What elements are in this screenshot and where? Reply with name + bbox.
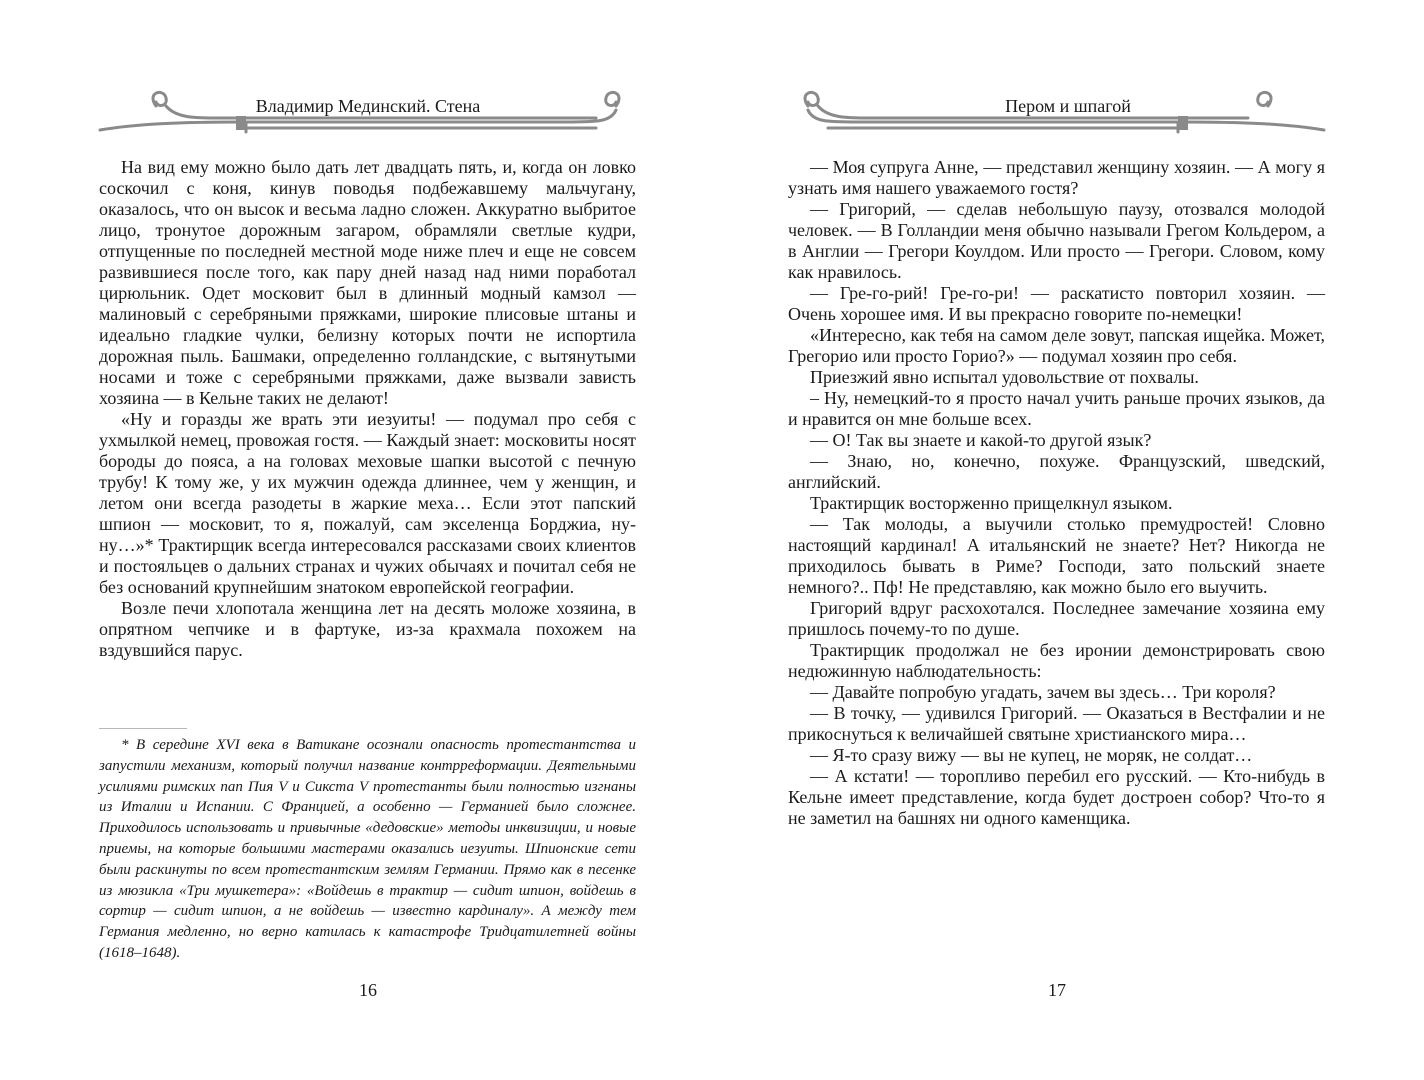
running-head: Владимир Мединский. Стена <box>255 96 481 116</box>
paragraph: На вид ему можно было дать лет двадцать пять, и, когда он ловко соскочил с коня, кинув поводья подбежавшему мальчугану, оказалось, что он высок и весьма ладно сложен. Аккуратно выбритое лицо, тронутое дорожным загаром, обрамляли светлые кудри, отпущенные по последней местной моде ниже плеч и еще не совсем развившиеся после того, как пару дней назад над ними поработал цирюльник. Одет московит был в длинный модный камзол — малиновый с серебряными пряжками, широкие плисовые штаны и идеально гладкие чулки, белизну которых почти не испортила дорожная пыль. Башмаки, определенно голландские, с вытянутыми носами и тоже с серебряными пряжками, даже вызвали зависть хозяина — в Кельне таких не делают! <box>99 157 636 408</box>
paragraph: — Так молоды, а выучили столько премудростей! Словно настоящий кардинал! А итальянский не знаете? Нет? Никогда не приходилось бывать в Риме? Господи, зато польский знаете немного?.. Пф! Не представляю, как можно было его выучить. <box>788 514 1325 597</box>
footnote-text: * В середине XVI века в Ватикане осознали опасность протестантства и запустили механизм, который получил название контрреформации. Деятельными усилиями римских пап Пия V и Сикста V протестанты были полностью изгнаны из Италии и Испании. С Францией, а особенно — Германией было сложнее. Приходилось использовать и привычные «дедовские» методы инквизиции, и новые приемы, на которые большими мастерами оказались иезуиты. Шпионские сети были раскинуты по всем протестантским землям Германии. Прямо как в песенке из мюзикла «Три мушкетера»: «Войдешь в трактир — сидит шпион, войдешь в сортир — сидит шпион, а не войдешь — известно кардиналу». А между тем Германия медленно, но верно катилась к катастрофе Тридцатилетней войны (1618–1648). <box>99 737 636 961</box>
page-number: 17 <box>1048 980 1066 1000</box>
paragraph: — А кстати! — торопливо перебил его русский. — Кто-нибудь в Кельне имеет представление, когда будет достроен собор? Что-то я не заметил на башнях ни одного каменщика. <box>788 766 1325 828</box>
paragraph: — О! Так вы знаете и какой-то другой язык? <box>810 430 1152 450</box>
paragraph: — Знаю, но, конечно, похуже. Французский, шведский, английский. <box>788 451 1325 492</box>
paragraph: — Моя супруга Анне, — представил женщину хозяин. — А могу я узнать имя нашего уважаемого гостя? <box>788 157 1325 198</box>
paragraph: «Ну и горазды же врать эти иезуиты! — подумал про себя с ухмылкой немец, провожая гостя. — Каждый знает: московиты носят бороды до пояса, а на головах меховые шапки высотой с печную трубу! К тому же, у их мужчин одежда длиннее, чем у женщин, и летом они всегда разодеты в жаркие меха… Если этот папский шпион — московит, то я, пожалуй, сам экселенца Борджиа, ну-ну…»* Трактирщик всегда интересовался рассказами своих клиентов и постояльцев о дальних странах и чужих обычаях и почитал себя не без оснований крупнейшим знатоком европейской географии. <box>99 409 636 597</box>
paragraph: Трактирщик продолжал не без иронии демонстрировать свою недюжинную наблюдательность: <box>788 640 1325 681</box>
paragraph: Трактирщик восторженно прищелкнул языком. <box>810 493 1173 513</box>
running-head: Пером и шпагой <box>1005 96 1131 116</box>
paragraph: — Гре-го-рий! Гре-го-ри! — раскатисто повторил хозяин. — Очень хорошее имя. И вы прекрасно говорите по-немецки! <box>788 283 1325 324</box>
page-number: 16 <box>359 980 377 1000</box>
paragraph: «Интересно, как тебя на самом деле зовут, папская ищейка. Может, Грегорио или просто Горио?» — подумал хозяин про себя. <box>788 325 1326 366</box>
paragraph: Возле печи хлопотала женщина лет на десять моложе хозяина, в опрятном чепчике и в фартуке, из-за крахмала похожем на вздувшийся парус. <box>99 598 636 660</box>
paragraph: Григорий вдруг расхохотался. Последнее замечание хозяина ему пришлось почему-то по душе. <box>788 598 1325 639</box>
paragraph: — Давайте попробую угадать, зачем вы здесь… Три короля? <box>810 682 1276 702</box>
paragraph: — Я-то сразу вижу — вы не купец, не моряк, не солдат… <box>810 745 1253 765</box>
footnote <box>99 735 636 964</box>
right-page <box>712 0 1424 1080</box>
body-text <box>788 157 1325 829</box>
paragraph: Приезжий явно испытал удовольствие от похвалы. <box>810 367 1199 387</box>
body-text <box>99 157 636 661</box>
footnote-divider <box>99 728 187 729</box>
paragraph: – Ну, немецкий-то я просто начал учить раньше прочих языков, да и нравится он мне больше всех. <box>788 388 1325 429</box>
paragraph: — Григорий, — сделав небольшую паузу, отозвался молодой человек. — В Голландии меня обычно называли Грегом Кольдером, а в Англии — Грегори Коулдом. Или просто — Грегори. Словом, кому как нравилось. <box>788 199 1325 282</box>
paragraph: — В точку, — удивился Григорий. — Оказаться в Вестфалии и не прикоснуться к величайшей святыне христианского мира… <box>788 703 1325 744</box>
